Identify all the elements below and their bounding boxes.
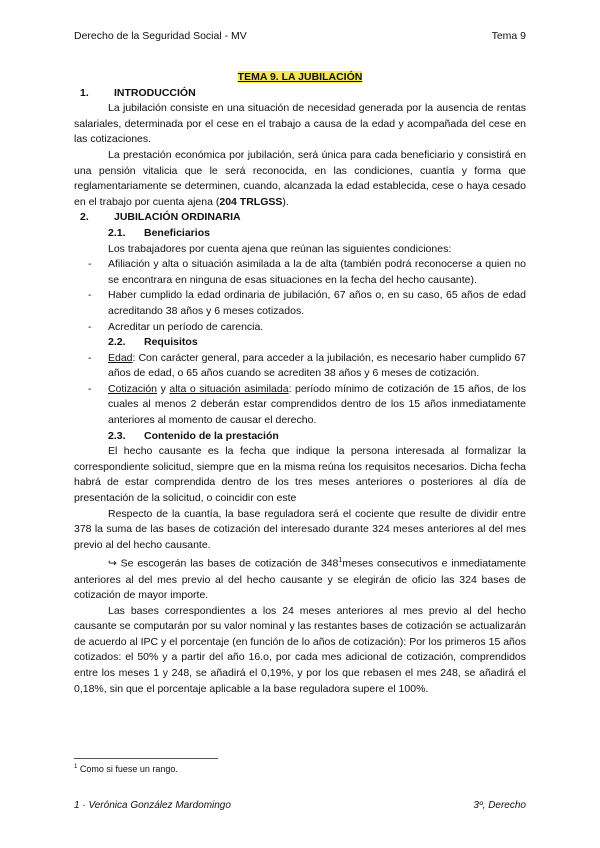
footer-course: 3º, Derecho bbox=[473, 800, 526, 811]
footnote-reference[interactable]: 1 bbox=[338, 557, 343, 565]
footnote-mark: 1 bbox=[74, 764, 78, 770]
page-header bbox=[74, 30, 526, 42]
subsection-heading-contenido: 2.3. Contenido de la prestación bbox=[108, 429, 279, 442]
law-reference: 204 TRLGSS bbox=[219, 195, 283, 208]
paragraph: Los trabajadores por cuenta ajena que reúnan las siguientes condiciones: bbox=[108, 242, 452, 255]
list-item: - Haber cumplido la edad ordinaria de jubilación, 67 años o, en su caso, 65 años de edad acreditando 38 años y 6 meses cotizados. bbox=[74, 288, 526, 319]
footnote bbox=[74, 764, 178, 774]
page-title: TEMA 9. LA JUBILACIÓN bbox=[237, 71, 363, 83]
list-item: - Edad: Con carácter general, para acceder a la jubilación, es necesario haber cumplido 67 años de edad, o 65 años cuando se acrediten 38 años y 6 meses de cotización. bbox=[74, 351, 526, 382]
paragraph: Respecto de la cuantía, la base reguladora será el cociente que resulte de dividir entre 378 la suma de las bases de cotización del interesado durante 324 meses anteriores al del mes previo al del hecho causante. bbox=[74, 507, 526, 551]
section-heading-introduccion: 1. INTRODUCCIÓN bbox=[80, 86, 196, 99]
paragraph: El hecho causante es la fecha que indique la persona interesada al formalizar la correspondiente solicitud, siempre que en la misma reúna los requisitos necesarios. Dicha fecha habrá de estar comprendida dentro de los tres meses anteriores o posteriores al día de presentación de la solicitud, o coincidir con este bbox=[74, 445, 526, 505]
beneficiarios-list bbox=[74, 257, 526, 335]
requisitos-list bbox=[74, 351, 526, 429]
list-item: - Afiliación y alta o situación asimilada a la de alta (también podrá reconocerse a quien no se encontrara en ninguna de esas situaciones en la fecha del hecho causante). bbox=[74, 257, 526, 288]
document-body bbox=[74, 70, 526, 697]
subsection-heading-requisitos: 2.2. Requisitos bbox=[108, 336, 198, 349]
list-item: - Acreditar un período de carencia. bbox=[74, 320, 526, 336]
section-heading-jubilacion-ordinaria: 2. JUBILACIÓN ORDINARIA bbox=[80, 211, 241, 224]
footnote-text: Como si fuese un rango. bbox=[79, 764, 178, 774]
paragraph: ↪ Se escogerán las bases de cotización de 348$^1$meses consecutivos e inmediatamente anteriores al del mes previo al del hecho causante y se elegirán de oficio las 324 bases de cotización de mayor importe. bbox=[74, 557, 526, 602]
paragraph: La jubilación consiste en una situación de necesidad generada por la ausencia de rentas salariales, determinada por el cese en el trabajo a causa de la edad y acompañada del cese en las cotizaciones. bbox=[74, 102, 526, 146]
footer-author: 1 · Verónica González Mardomingo bbox=[74, 800, 231, 811]
list-item: - Cotización y alta o situación asimilada: período mínimo de cotización de 15 años, de los cuales al menos 2 deberán estar comprendidos dentro de los 15 años inmediatamente anteriores al momento de causar el derecho. bbox=[74, 382, 526, 429]
header-topic: Tema 9 bbox=[491, 30, 526, 42]
paragraph: La prestación económica por jubilación, será única para cada beneficiario y consistirá en una pensión vitalicia que le será reconocida, en las condiciones, cuantía y forma que reglamentariamente se determinen, cuando, alcanzada la edad establecida, cese o haya cesado en el trabajo por cuenta ajena (204 TRLGSS). bbox=[74, 148, 526, 208]
header-course: Derecho de la Seguridad Social - MV bbox=[74, 30, 247, 42]
paragraph: Las bases correspondientes a los 24 meses anteriores al mes previo al del hecho causante se computarán por su valor nominal y las restantes bases de cotización se actualizarán de acuerdo al IPC y el porcentaje (en función de lo años de cotización): Por los primeros 15 años cotizados: el 50% y a partir del año 16.o, por cada mes adicional de cotización, comprendidos entre los meses 1 y 248, se añadirá el 0,19%, y por los que rebasen el mes 248, se añadirá el 0,18%, sin que el porcentaje aplicable a la base reguladora supere el 100%. bbox=[74, 604, 526, 695]
footnote-divider bbox=[74, 758, 218, 759]
page-footer bbox=[74, 800, 526, 811]
subsection-heading-beneficiarios: 2.1. Beneficiarios bbox=[108, 226, 210, 239]
